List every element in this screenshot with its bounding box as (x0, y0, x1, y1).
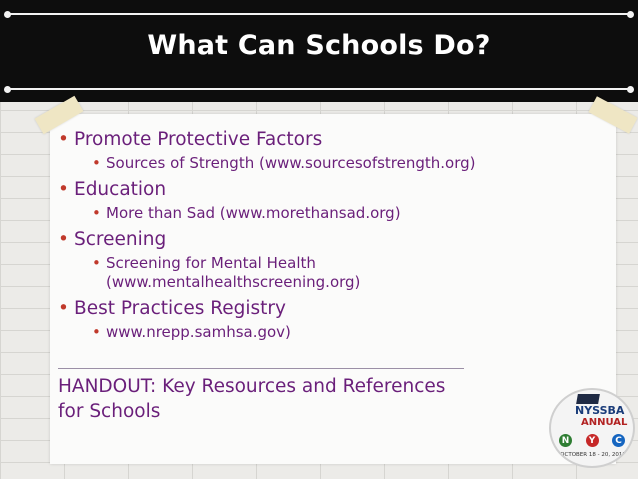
logo-letters (559, 434, 625, 448)
logo-annual: ANNUAL (581, 417, 628, 428)
item-label: Screening (74, 229, 167, 250)
nyssba-logo (549, 388, 635, 468)
sub-item (54, 254, 614, 292)
handout-note (58, 374, 478, 424)
logo-letter: C (612, 434, 625, 447)
bullet-icon: • (58, 229, 69, 250)
bullet-icon: • (92, 254, 101, 272)
rule-dot (4, 11, 11, 18)
bullet-icon: • (58, 298, 69, 319)
list-item (54, 228, 614, 252)
item-label: Best Practices Registry (74, 298, 286, 319)
title-bar (0, 0, 638, 102)
rule-dot (4, 86, 11, 93)
list-item (54, 128, 614, 152)
rule-dot (627, 11, 634, 18)
sub-item-label: Sources of Strength (www.sourcesofstrength.org) (106, 154, 476, 172)
bullet-icon: • (92, 323, 101, 341)
sub-item (54, 204, 614, 223)
bullet-icon: • (92, 154, 101, 172)
list-item (54, 297, 614, 321)
rule-dot (627, 86, 634, 93)
sub-item (54, 154, 614, 173)
bullet-list (54, 128, 614, 342)
graduation-cap-icon (576, 394, 600, 404)
item-label: Promote Protective Factors (74, 129, 323, 150)
item-label: Education (74, 179, 167, 200)
sub-item-label: (www.mentalhealthscreening.org) (106, 273, 361, 291)
bullet-icon: • (58, 179, 69, 200)
handout-line: HANDOUT: Key Resources and References (58, 376, 446, 397)
handout-line: for Schools (58, 401, 161, 422)
logo-dates: OCTOBER 18 - 20, 2013 (560, 452, 626, 458)
sub-item-label: More than Sad (www.morethansad.org) (106, 204, 401, 222)
bullet-icon: • (92, 204, 101, 222)
logo-letter: Y (586, 434, 599, 447)
handout-divider (58, 368, 464, 369)
bullet-icon: • (58, 129, 69, 150)
title-top-rule (8, 13, 630, 15)
logo-letter: N (559, 434, 572, 447)
logo-name: NYSSBA (575, 404, 625, 417)
sub-item (54, 323, 614, 342)
sub-item-label: www.nrepp.samhsa.gov) (106, 323, 291, 341)
title-bottom-rule (8, 88, 630, 90)
slide-title: What Can Schools Do? (147, 30, 491, 61)
sub-item-label: Screening for Mental Health (106, 254, 316, 272)
list-item (54, 178, 614, 202)
